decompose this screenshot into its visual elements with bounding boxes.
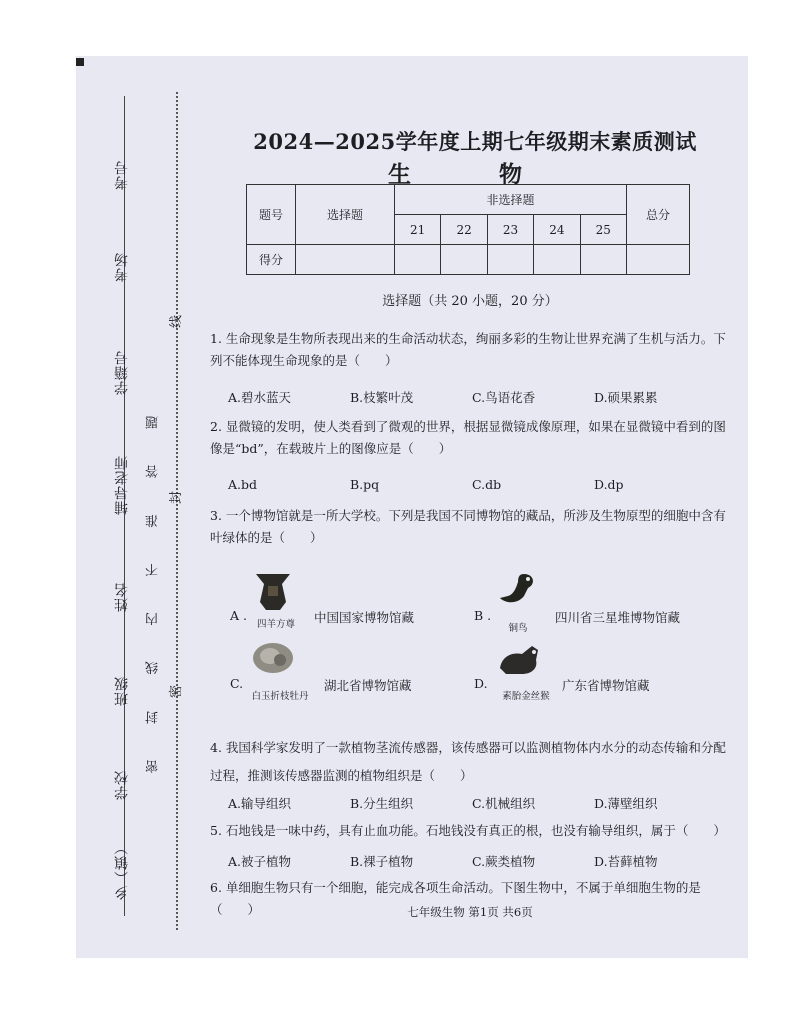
question-1: 1. 生命现象是生物所表现出来的生命活动状态，绚丽多彩的生物让世界充满了生机与活力。下列不能体现生命现象的是（ ）: [210, 331, 726, 368]
bronze-bird-icon: [494, 570, 540, 610]
bronze-vessel-icon: [250, 572, 296, 612]
q3-option-d-letter[interactable]: D.: [474, 676, 488, 691]
score-q23-cell[interactable]: [487, 245, 533, 275]
score-label: 得分: [247, 245, 296, 275]
q3-caption-b: 铜鸟: [508, 623, 528, 634]
question-1-options: [228, 388, 728, 406]
header-q21: 21: [395, 215, 441, 245]
q4-option-b[interactable]: B.分生组织: [350, 796, 414, 811]
label-exam-room: 考场: [114, 252, 130, 282]
header-q23: 23: [487, 215, 533, 245]
q5-option-d[interactable]: D.苔藓植物: [594, 854, 658, 869]
question-3: 3. 一个博物馆就是一所大学校。下列是我国不同博物馆的藏品，所涉及生物原型的细胞中含有叶绿体的是（ ）: [210, 508, 726, 545]
question-5-options: [228, 852, 728, 870]
q3-option-a-letter[interactable]: A .: [230, 608, 247, 623]
label-town: 乡（镇）: [114, 840, 130, 900]
score-q22-cell[interactable]: [441, 245, 487, 275]
question-5: 5. 石地钱是一味中药，具有止血功能。石地钱没有真正的根，也没有输导组织，属于（ ）: [210, 823, 726, 838]
label-tutor: 辅导老师: [114, 455, 130, 515]
question-2: 2. 显微镜的发明，使人类看到了微观的世界，根据显微镜成像原理，如果在显微镜中看到的图像是“bd”，在载玻片上的图像应是（ ）: [210, 419, 726, 456]
q4-option-c[interactable]: C.机械组织: [472, 796, 536, 811]
header-nonchoice: 非选择题: [395, 185, 627, 215]
q5-option-b[interactable]: B.裸子植物: [350, 854, 414, 869]
header-question-number: 题号: [247, 185, 296, 245]
exam-subject: 生 物: [387, 161, 562, 188]
q3-museum-c: 湖北省博物馆藏: [324, 678, 412, 693]
q1-option-b[interactable]: B.枝繁叶茂: [350, 390, 414, 405]
q3-caption-c: 白玉折枝牡丹: [251, 691, 309, 702]
score-q21-cell[interactable]: [395, 245, 441, 275]
question-4-options: [228, 794, 728, 812]
q1-option-c[interactable]: C.鸟语花香: [472, 390, 536, 405]
header-q24: 24: [534, 215, 580, 245]
score-total-cell[interactable]: [627, 245, 690, 275]
q4-option-a[interactable]: A.输导组织: [228, 796, 292, 811]
seal-char-secret: 密: [169, 684, 185, 699]
q3-option-b-letter[interactable]: B .: [474, 608, 492, 623]
label-school: 学校: [114, 770, 130, 800]
q1-option-a[interactable]: A.碧水蓝天: [228, 390, 292, 405]
q3-museum-a: 中国国家博物馆藏: [314, 610, 415, 625]
q5-option-a[interactable]: A.被子植物: [228, 854, 292, 869]
header-q25: 25: [580, 215, 626, 245]
q3-museum-d: 广东省博物馆藏: [562, 678, 650, 693]
score-choice-cell[interactable]: [296, 245, 395, 275]
q3-caption-a: 四羊方尊: [256, 619, 295, 630]
q5-option-c[interactable]: C.蕨类植物: [472, 854, 536, 869]
question-2-options: [228, 477, 728, 492]
q4-option-d[interactable]: D.薄壁组织: [594, 796, 658, 811]
header-choice: 选择题: [296, 185, 395, 245]
label-class: 班级: [114, 676, 130, 706]
seal-char-seal: 封: [169, 490, 185, 505]
page-footer: 七年级生物 第1页 共6页: [407, 905, 533, 919]
label-exam-number: 考号: [114, 160, 130, 190]
score-q24-cell[interactable]: [534, 245, 580, 275]
label-student-id: 学籍号: [114, 350, 130, 395]
label-name: 姓名: [114, 582, 130, 612]
cut-line: [176, 92, 178, 930]
golden-monkey-icon: [496, 638, 542, 678]
question-6: 6. 单细胞生物只有一个细胞，能完成各项生命活动。下图生物中，不属于单细胞生物的是（ ）: [210, 880, 701, 917]
q2-option-c[interactable]: C.db: [472, 477, 502, 492]
registration-mark: [76, 58, 84, 66]
q1-option-d[interactable]: D.硕果累累: [594, 390, 658, 405]
exam-title: 2024—2025学年度上期七年级期末素质测试: [253, 129, 697, 154]
seal-char-line: 线: [169, 314, 185, 329]
seal-notice: 密 封 线 内 不 准 答 题: [146, 400, 161, 773]
score-q25-cell[interactable]: [580, 245, 626, 275]
q3-caption-d: 素胎金丝猴: [502, 691, 550, 702]
q2-option-b[interactable]: B.pq: [350, 477, 380, 492]
q2-option-a[interactable]: A.bd: [228, 477, 258, 492]
score-table: [246, 184, 690, 275]
jade-peony-icon: [250, 638, 296, 678]
section-title: 选择题（共 20 小题，20 分）: [382, 294, 558, 309]
q3-option-c-letter[interactable]: C.: [230, 676, 244, 691]
q3-museum-b: 四川省三星堆博物馆藏: [555, 610, 681, 625]
header-total: 总分: [627, 185, 690, 245]
q2-option-d[interactable]: D.dp: [594, 477, 624, 492]
question-4: 4. 我国科学家发明了一款植物茎流传感器，该传感器可以监测植物体内水分的动态传输和分配过程，推测该传感器监测的植物组织是（ ）: [210, 740, 726, 783]
header-q22: 22: [441, 215, 487, 245]
